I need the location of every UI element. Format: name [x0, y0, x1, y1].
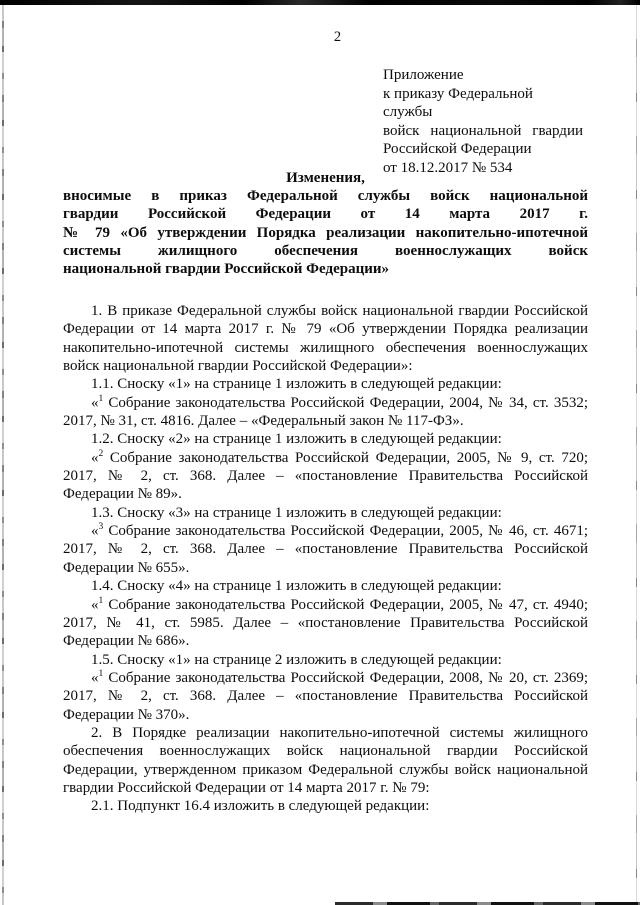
scan-artifact-top — [0, 0, 640, 5]
body-paragraph: 1. В приказе Федеральной службы войск национальной гвардии Российской Федерации от 14 марта 2017 г. № 79 «Об утверждении Порядка реализации накопительно-ипотечной системы жилищного обеспечения военнослужащих войск национальной гвардии Российской Федерации»: — [63, 303, 588, 375]
heading-line: национальной гвардии Российской Федерации» — [63, 261, 390, 278]
body-paragraph: 2. В Порядке реализации накопительно-ипотечной системы жилищного обеспечения военнослужащих войск национальной гвардии Российской Федерации, утвержденном приказом Федеральной службы войск национальной гвардии Российской Федерации от 14 марта 2017 г. № 79: — [63, 724, 588, 796]
page-number: 2 — [333, 29, 342, 45]
appendix-line: Приложение — [383, 67, 464, 83]
footnote-paragraph: «$^2$ Собрание законодательства Российской Федерации, 2005, № 9, ст. 720; 2017, № 2, ст. 368. Далее – «постановление Правительства Российской Федерации № 89». — [63, 448, 588, 503]
footnote-paragraph: «$^1$ Собрание законодательства Российской Федерации, 2005, № 47, ст. 4940; 2017, № 41, ст. 5985. Далее – «постановление Правительства Российской Федерации № 686». — [63, 595, 588, 650]
document-heading — [63, 169, 588, 278]
heading-line: гвардии Российской Федерации от 14 марта 2017 г. — [63, 206, 588, 223]
heading-title: Изменения, — [286, 170, 365, 186]
appendix-line: войск национальной гвардии — [383, 122, 583, 139]
footnote-paragraph: «$^3$ Собрание законодательства Российской Федерации, 2005, № 46, ст. 4671; 2017, № 2, ст. 368. Далее – «постановление Правительства Российской Федерации № 655». — [63, 522, 588, 576]
footnote-paragraph: «$^1$ Собрание законодательства Российской Федерации, 2008, № 20, ст. 2369; 2017, № 2, ст. 368. Далее – «постановление Правительства Российской Федерации № 370». — [63, 668, 588, 723]
heading-line: № 79 «Об утверждении Порядка реализации накопительно-ипотечной — [63, 224, 588, 241]
body-paragraph: 1.4. Сноску «4» на странице 1 изложить в следующей редакции: — [91, 578, 502, 595]
appendix-line: от 18.12.2017 № 534 — [383, 159, 513, 176]
heading-line: вносимые в приказ Федеральной службы войск национальной — [63, 188, 588, 205]
heading-line: системы жилищного обеспечения военнослужащих войск — [63, 242, 588, 259]
scan-artifact-left-edge — [2, 5, 4, 905]
appendix-line: Российской Федерации — [383, 141, 532, 158]
body-paragraph: 1.5. Сноску «1» на странице 2 изложить в следующей редакции: — [91, 651, 502, 668]
footnote-paragraph: «$^1$ Собрание законодательства Российской Федерации, 2004, № 34, ст. 3532; 2017, № 31, ст. 4816. Далее – «Федеральный закон № 117-ФЗ». — [63, 393, 588, 430]
body-paragraph: 1.2. Сноску «2» на странице 1 изложить в следующей редакции: — [91, 431, 502, 448]
footnote-superscript: 1 — [98, 393, 104, 404]
footnote-superscript: 2 — [98, 448, 104, 459]
scan-artifact-right-edge — [636, 5, 637, 905]
appendix-line: к приказу Федеральной службы — [383, 85, 533, 121]
footnote-superscript: 1 — [98, 595, 104, 606]
document-body — [63, 302, 588, 816]
footnote-superscript: 1 — [98, 668, 104, 679]
body-paragraph: 1.1. Сноску «1» на странице 1 изложить в следующей редакции: — [91, 376, 502, 393]
heading-body — [63, 187, 588, 278]
body-paragraph: 2.1. Подпункт 16.4 изложить в следующей редакции: — [91, 798, 430, 815]
appendix-block — [383, 66, 583, 178]
footnote-superscript: 3 — [98, 522, 104, 533]
body-paragraph: 1.3. Сноску «3» на странице 1 изложить в следующей редакции: — [91, 504, 502, 521]
